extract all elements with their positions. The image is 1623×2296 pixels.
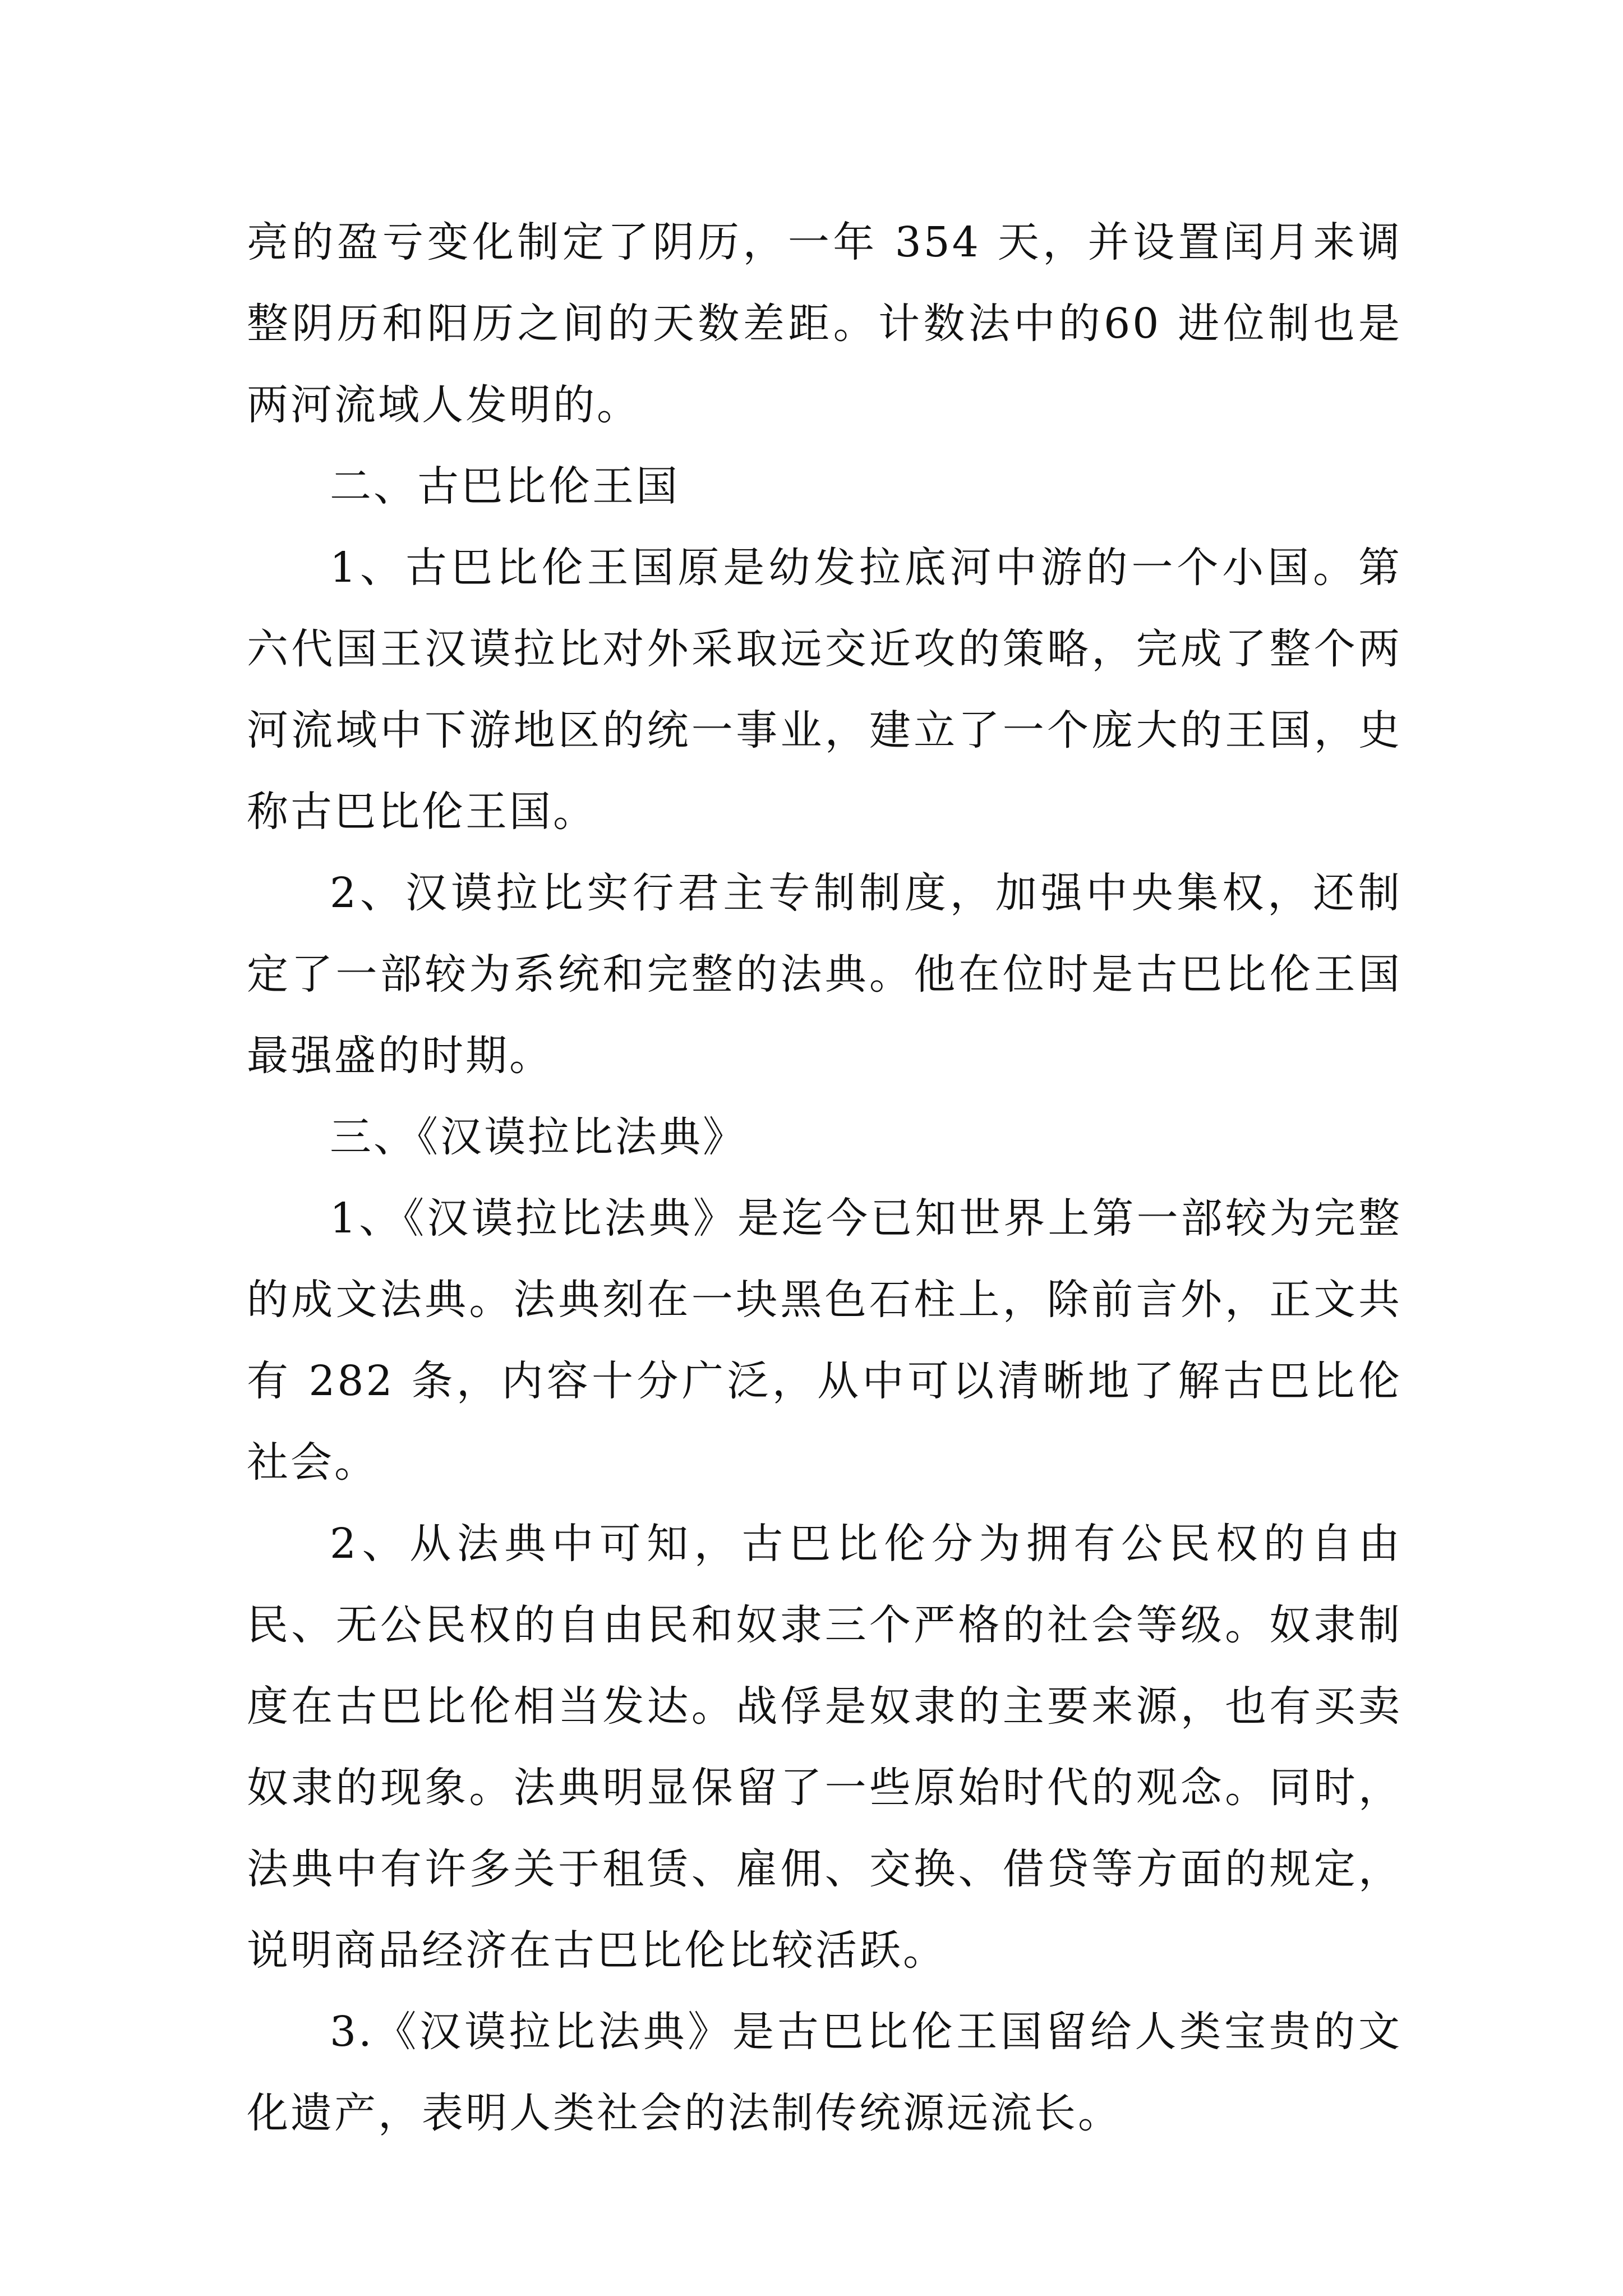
document-body [247, 202, 1402, 2154]
paragraph-code-3: 3.《汉谟拉比法典》是古巴比伦王国留给人类宝贵的文化遗产，表明人类社会的法制传统源远流长。 [247, 2008, 1402, 2137]
section-heading-ancient-babylon: 二、古巴比伦王国 [330, 462, 680, 510]
paragraph-code-1: 1、《汉谟拉比法典》是迄今已知世界上第一部较为完整的成文法典。法典刻在一块黑色石柱上，除前言外，正文共有 282 条，内容十分广泛，从中可以清晰地了解古巴比伦社会。 [247, 1194, 1402, 1487]
paragraph-code-2: 2、从法典中可知，古巴比伦分为拥有公民权的自由民、无公民权的自由民和奴隶三个严格的社会等级。奴隶制度在古巴比伦相当发达。战俘是奴隶的主要来源，也有买卖奴隶的现象。法典明显保留了一些原始时代的观念。同时，法典中有许多关于租赁、雇佣、交换、借贷等方面的规定，说明商品经济在古巴比伦比较活跃。 [247, 1520, 1402, 1975]
paragraph-continuation: 亮的盈亏变化制定了阴历，一年 354 天，并设置闰月来调整阴历和阳历之间的天数差距。计数法中的60 进位制也是两河流域人发明的。 [247, 218, 1402, 429]
paragraph-babylon-2: 2、汉谟拉比实行君主专制制度，加强中央集权，还制定了一部较为系统和完整的法典。他在位时是古巴比伦王国最强盛的时期。 [247, 869, 1402, 1080]
paragraph-babylon-1: 1、古巴比伦王国原是幼发拉底河中游的一个小国。第六代国王汉谟拉比对外采取远交近攻的策略，完成了整个两河流域中下游地区的统一事业，建立了一个庞大的王国，史称古巴比伦王国。 [247, 544, 1402, 836]
section-heading-hammurabi-code: 三、《汉谟拉比法典》 [330, 1113, 746, 1161]
